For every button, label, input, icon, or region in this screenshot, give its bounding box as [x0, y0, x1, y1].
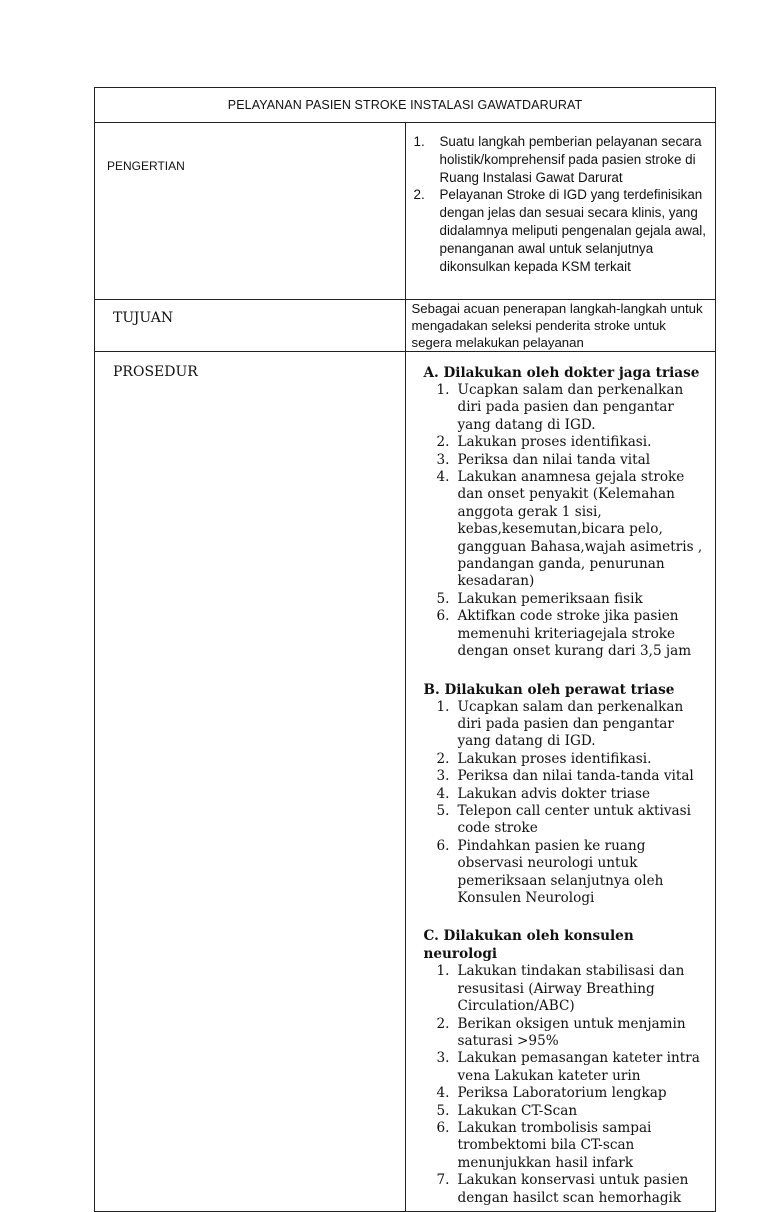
list-item: [424, 1085, 710, 1102]
list-item: [424, 1172, 710, 1207]
item-text: Lakukan pemasangan kateter intra vena Lakukan kateter urin: [457, 1050, 700, 1084]
item-number: 2.: [436, 1015, 450, 1032]
item-text: Periksa dan nilai tanda vital: [457, 451, 651, 468]
tujuan-cell: [405, 300, 716, 352]
pengertian-cell: [405, 123, 716, 300]
item-text: Lakukan proses identifikasi.: [457, 434, 652, 451]
document-title: PELAYANAN PASIEN STROKE INSTALASI GAWATDARURAT: [227, 98, 583, 112]
prosedur-cell: [405, 352, 716, 1212]
item-number: 6.: [436, 608, 450, 625]
list-item: [424, 838, 710, 908]
section-c-title: C. Dilakukan oleh konsulen neurologi: [423, 928, 634, 963]
list-item: [414, 133, 710, 186]
prosedur-label: PROSEDUR: [95, 352, 406, 1212]
item-number: 1.: [413, 134, 425, 149]
item-number: 2.: [413, 187, 425, 203]
item-text: Lakukan pemeriksaan fisik: [457, 590, 643, 607]
item-text: Suatu langkah pemberian pelayanan secara holistik/komprehensif pada pasien stroke di Ruang Instalasi Gawat Darurat: [439, 134, 702, 185]
list-item: [424, 699, 710, 751]
pengertian-label: PENGERTIAN: [95, 123, 406, 300]
item-number: 4.: [436, 785, 450, 802]
item-text: Pindahkan pasien ke ruang observasi neurologi untuk pemeriksaan selanjutnya oleh Konsulen Neurologi: [457, 837, 664, 906]
pengertian-list: [406, 123, 716, 275]
list-item: [424, 768, 710, 785]
section-a-title: A. Dilakukan oleh dokter jaga triase: [423, 365, 700, 381]
list-item: [424, 591, 710, 608]
item-text: Lakukan konservasi untuk pasien dengan hasilct scan hemorhagik: [457, 1172, 689, 1206]
item-number: 4.: [436, 469, 450, 486]
list-item: [424, 452, 710, 469]
item-text: Ucapkan salam dan perkenalkan diri pada pasien dan pengantar yang datang di IGD.: [457, 698, 684, 750]
list-item: [424, 963, 710, 1015]
item-number: 1.: [436, 963, 450, 980]
item-text: Lakukan proses identifikasi.: [457, 750, 652, 767]
item-number: 5.: [436, 590, 450, 607]
section-c-list: [424, 963, 710, 1207]
item-number: 3.: [436, 1050, 450, 1067]
item-number: 6.: [436, 1120, 450, 1137]
item-number: 2.: [436, 434, 450, 451]
item-number: 1.: [436, 698, 450, 715]
item-number: 3.: [436, 451, 450, 468]
list-item: [424, 1103, 710, 1120]
list-item: [424, 434, 710, 451]
list-item: [414, 186, 710, 275]
item-text: Lakukan trombolisis sampai trombektomi bila CT-scan menunjukkan hasil infark: [457, 1120, 652, 1171]
list-item: [424, 803, 710, 838]
item-number: 1.: [436, 382, 450, 398]
list-item: [424, 751, 710, 768]
item-text: Pelayanan Stroke di IGD yang terdefinisikan dengan jelas dan sesuai secara klinis, yang didalamnya meliputi pengenalan gejala awal, penanganan awal untuk selanjutnya dikonsulkan kepada KSM terkait: [439, 187, 707, 274]
tujuan-text: Sebagai acuan penerapan langkah-langkah untuk mengadakan seleksi penderita stroke untuk segera melakukan pelayanan: [411, 301, 703, 350]
section-b-list: [424, 699, 710, 908]
title-cell: [95, 88, 716, 123]
list-item: [424, 786, 710, 803]
section-b-title: B. Dilakukan oleh perawat triase: [423, 681, 675, 698]
item-number: 5.: [436, 1102, 450, 1119]
item-text: Aktifkan code stroke jika pasien memenuhi kriteriagejala stroke dengan onset kurang dari 3,5 jam: [457, 608, 692, 660]
list-item: [424, 1120, 710, 1172]
item-text: Periksa dan nilai tanda-tanda vital: [457, 768, 694, 785]
item-number: 4.: [436, 1085, 450, 1102]
list-item: [424, 1016, 710, 1051]
section-a-list: [424, 382, 710, 661]
item-text: Lakukan tindakan stabilisasi dan resusitasi (Airway Breathing Circulation/ABC): [457, 963, 685, 1015]
list-item: [424, 382, 710, 434]
list-item: [424, 469, 710, 591]
item-text: Lakukan CT-Scan: [457, 1102, 578, 1119]
item-text: Lakukan advis dokter triase: [457, 785, 651, 802]
item-number: 5.: [436, 802, 450, 819]
item-number: 3.: [436, 768, 450, 785]
item-number: 6.: [436, 837, 450, 854]
tujuan-label: TUJUAN: [95, 300, 406, 352]
item-text: Telepon call center untuk aktivasi code stroke: [457, 802, 691, 837]
list-item: [424, 1050, 710, 1085]
item-text: Berikan oksigen untuk menjamin saturasi >95%: [457, 1015, 686, 1049]
item-text: Ucapkan salam dan perkenalkan diri pada pasien dan pengantar yang datang di IGD.: [457, 382, 684, 433]
item-text: Periksa Laboratorium lengkap: [457, 1085, 667, 1102]
list-item: [424, 608, 710, 660]
sop-table: [94, 87, 716, 1212]
item-number: 7.: [436, 1172, 450, 1189]
item-text: Lakukan anamnesa gejala stroke dan onset penyakit (Kelemahan anggota gerak 1 sisi, kebas,kesemutan,bicara pelo, gangguan Bahasa,wajah asimetris , pandangan ganda, penurunan kesadaran): [457, 469, 703, 590]
item-number: 2.: [436, 750, 450, 767]
